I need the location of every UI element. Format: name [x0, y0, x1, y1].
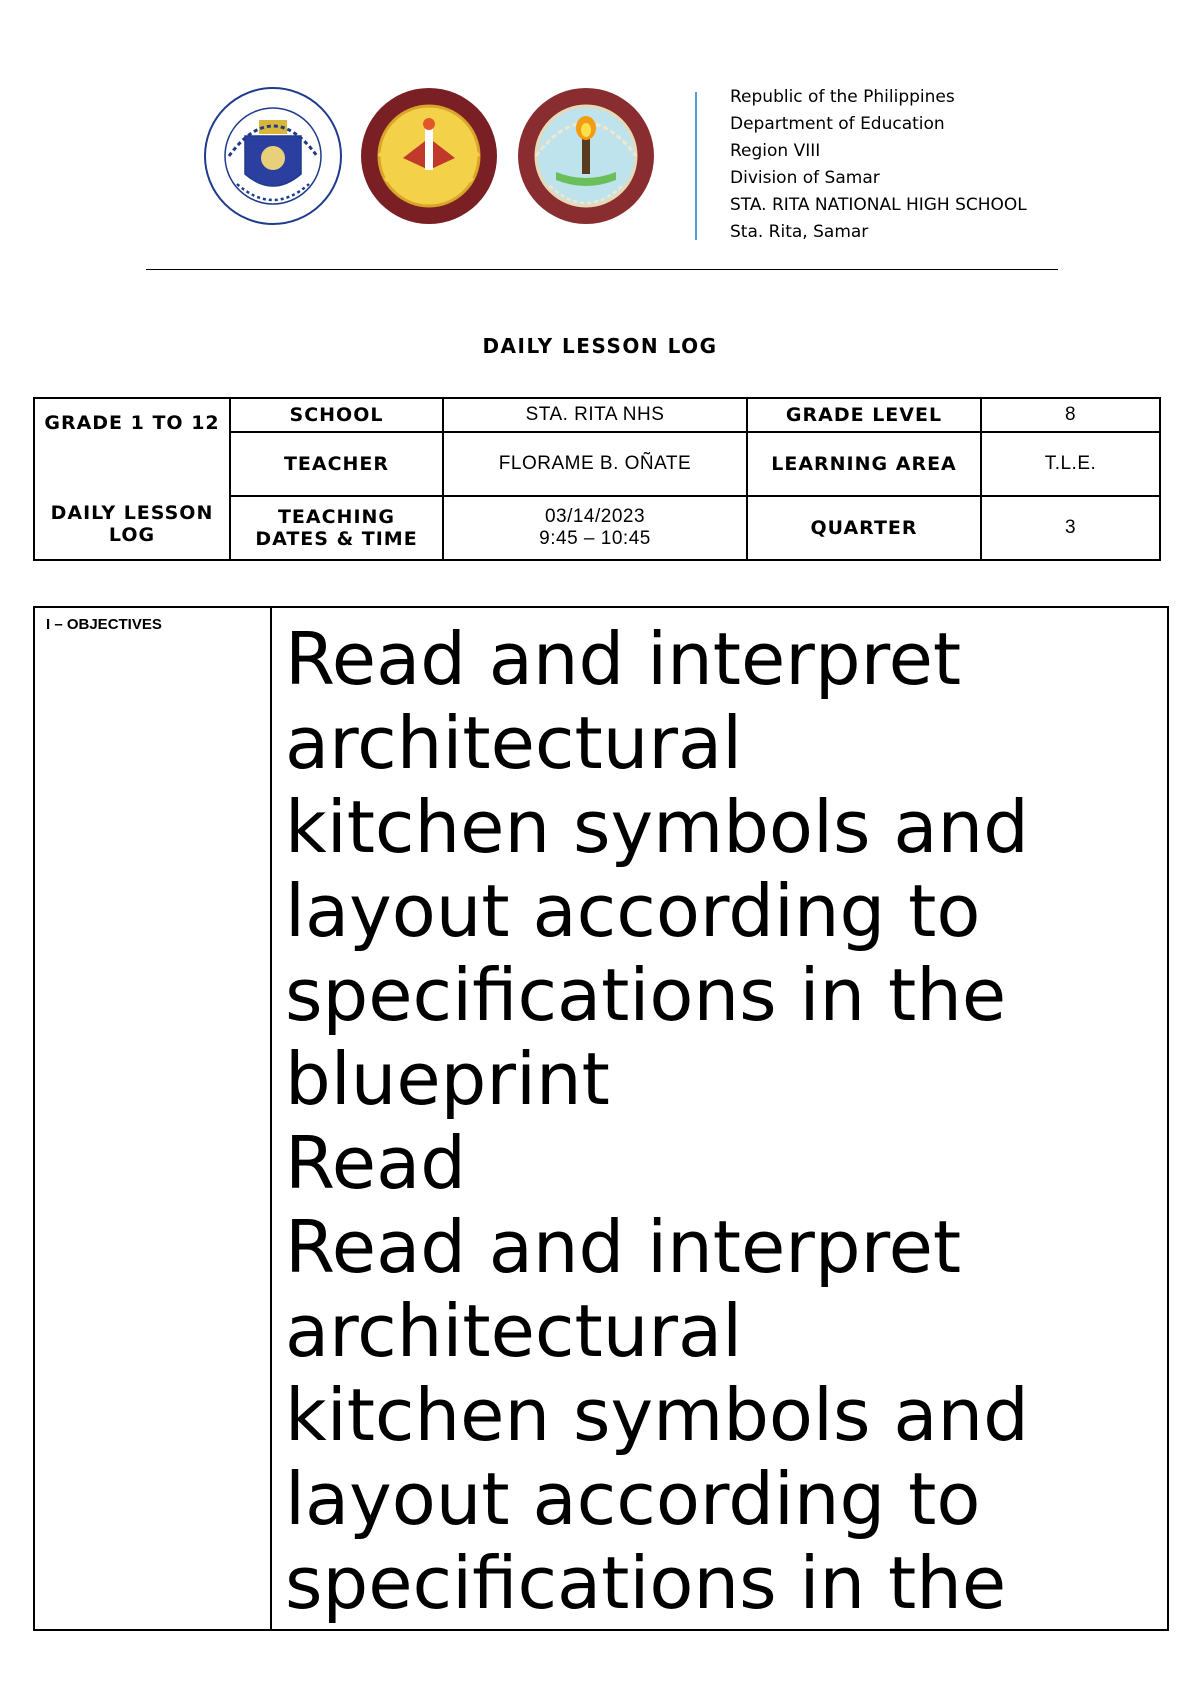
header-divider: [695, 92, 697, 240]
objectives-content-cell: [271, 607, 1168, 1630]
date-value: 03/14/2023: [544, 506, 646, 527]
objectives-table: [33, 606, 1169, 1631]
objective-line: Read and interpret: [285, 617, 962, 701]
quarter-value: 3: [981, 496, 1160, 560]
objective-line: architectural: [285, 701, 743, 785]
deped-seal-logo: [203, 86, 343, 226]
address-line: Department of Education: [730, 114, 945, 134]
address-line: Sta. Rita, Samar: [730, 222, 869, 242]
teaching-dates-label-line1: TEACHING: [277, 506, 396, 528]
objective-line: blueprint: [285, 1037, 610, 1121]
objectives-label-cell: [34, 607, 271, 1630]
quarter-label: QUARTER: [747, 496, 981, 560]
address-line: Republic of the Philippines: [730, 87, 955, 107]
grade-range-label: GRADE 1 TO 12: [44, 412, 220, 434]
lesson-info-table: [33, 397, 1161, 561]
grade-level-label: GRADE LEVEL: [747, 398, 981, 432]
objectives-label: I – OBJECTIVES: [46, 616, 162, 633]
objectives-text: [273, 609, 1166, 1625]
address-line: STA. RITA NATIONAL HIGH SCHOOL: [730, 195, 1027, 215]
teacher-label: TEACHER: [230, 432, 443, 496]
address-line: Division of Samar: [730, 168, 880, 188]
learning-area-label: LEARNING AREA: [747, 432, 981, 496]
learning-area-value: T.L.E.: [981, 432, 1160, 496]
school-value: STA. RITA NHS: [443, 398, 747, 432]
teaching-dates-value: [443, 496, 747, 560]
objective-line: layout according to: [285, 1457, 981, 1541]
objective-line: kitchen symbols and: [285, 785, 1029, 869]
teaching-dates-label-line2: DATES & TIME: [255, 528, 418, 550]
objective-line: specifications in the: [285, 953, 1007, 1037]
objective-line: layout according to: [285, 869, 981, 953]
school-label: SCHOOL: [230, 398, 443, 432]
sta-rita-nhs-logo: [516, 86, 656, 226]
objective-line: architectural: [285, 1289, 743, 1373]
objective-line: Read: [285, 1121, 466, 1205]
division-of-samar-logo: [359, 86, 499, 226]
objective-line: kitchen symbols and: [285, 1373, 1029, 1457]
address-line: Region VIII: [730, 141, 821, 161]
grade-level-value: 8: [981, 398, 1160, 432]
daily-lesson-log-label: DAILY LESSON LOG: [50, 502, 214, 546]
teacher-value: FLORAME B. OÑATE: [443, 432, 747, 496]
page-title: DAILY LESSON LOG: [482, 334, 718, 358]
objective-line: Read and interpret: [285, 1205, 962, 1289]
objective-line: specifications in the: [285, 1541, 1007, 1625]
grade-range-cell: [34, 398, 230, 560]
teaching-dates-label: [230, 496, 443, 560]
time-value: 9:45 – 10:45: [539, 528, 651, 549]
header-rule: [146, 269, 1058, 270]
school-address-block: [730, 84, 1027, 246]
